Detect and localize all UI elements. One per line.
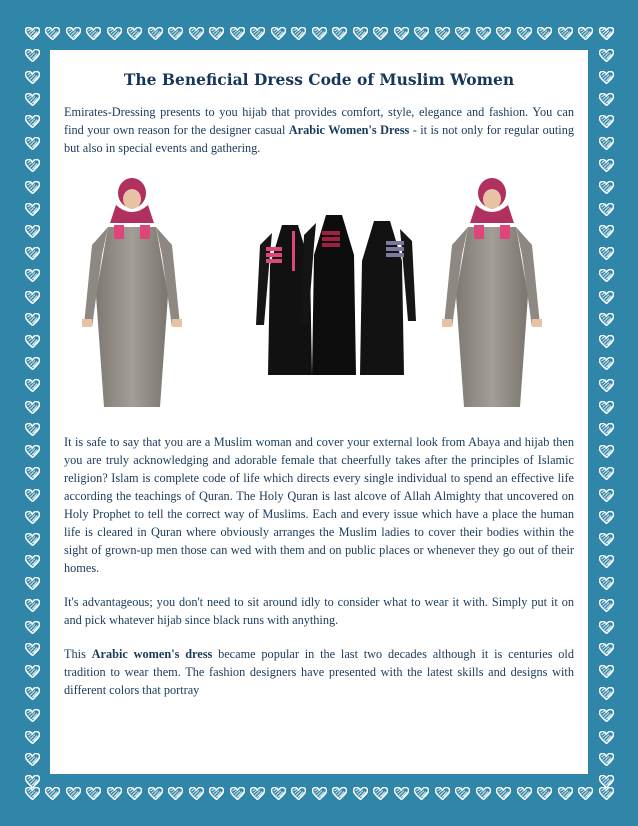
heart-icon (207, 22, 228, 44)
heart-icon (535, 22, 556, 44)
heart-icon (514, 782, 535, 804)
heart-icon (22, 154, 43, 176)
heart-icon (596, 264, 617, 286)
page-title: The Beneficial Dress Code of Muslim Women (123, 70, 515, 89)
popularity-text: This (64, 647, 92, 661)
heart-icon (63, 782, 84, 804)
heart-icon (22, 770, 43, 792)
heart-icon (22, 22, 43, 44)
heart-icon (596, 220, 617, 242)
heart-icon (350, 22, 371, 44)
intro-paragraph (64, 103, 574, 157)
heart-icon (391, 22, 412, 44)
heart-icon (289, 22, 310, 44)
heart-icon (22, 638, 43, 660)
heart-icon (22, 242, 43, 264)
heart-icon (22, 572, 43, 594)
heart-icon (596, 726, 617, 748)
heart-icon (309, 782, 330, 804)
heart-icon (596, 198, 617, 220)
heart-icon (596, 374, 617, 396)
heart-icon (596, 506, 617, 528)
heart-icon (22, 308, 43, 330)
heart-icon (596, 462, 617, 484)
heart-icon (22, 682, 43, 704)
heart-icon (596, 66, 617, 88)
heart-icon (371, 22, 392, 44)
heart-icon (596, 396, 617, 418)
heart-icon (596, 242, 617, 264)
heart-icon (596, 616, 617, 638)
heart-icon (22, 616, 43, 638)
heart-icon (412, 22, 433, 44)
heart-icon (268, 22, 289, 44)
heart-icon (371, 782, 392, 804)
intro-text: Emirates-Dressing presents to you hijab that provides comfort, style, elegance and fashion. You can find your own reason for the designer casual (64, 105, 574, 137)
heart-icon (248, 782, 269, 804)
heart-icon (514, 22, 535, 44)
heart-icon (22, 484, 43, 506)
heart-icon (22, 418, 43, 440)
heart-icon (145, 782, 166, 804)
heart-icon (596, 660, 617, 682)
heart-icon (125, 782, 146, 804)
heart-icon (227, 782, 248, 804)
heart-icon (350, 782, 371, 804)
heart-icon (596, 638, 617, 660)
heart-icon (596, 154, 617, 176)
heart-icon (22, 660, 43, 682)
heart-icon (596, 704, 617, 726)
heart-icon (84, 782, 105, 804)
heart-icon (227, 22, 248, 44)
heart-icon (596, 330, 617, 352)
heart-border-bottom (22, 782, 617, 804)
heart-icon (576, 22, 597, 44)
heart-icon (22, 44, 43, 66)
heart-icon (43, 782, 64, 804)
heart-border-left (22, 22, 43, 792)
model-left-figure (82, 178, 182, 407)
heart-icon (22, 110, 43, 132)
heart-icon (22, 88, 43, 110)
heart-icon (268, 782, 289, 804)
heart-icon (22, 528, 43, 550)
heart-icon (145, 22, 166, 44)
heart-icon (330, 782, 351, 804)
heart-icon (596, 132, 617, 154)
heart-icon (22, 704, 43, 726)
heart-icon (22, 462, 43, 484)
popularity-keyword-link: Arabic women's dress (91, 647, 213, 661)
heart-icon (535, 782, 556, 804)
heart-icon (596, 418, 617, 440)
heart-icon (596, 572, 617, 594)
heart-icon (22, 440, 43, 462)
heart-icon (186, 22, 207, 44)
heart-icon (432, 782, 453, 804)
heart-icon (309, 22, 330, 44)
heart-icon (596, 682, 617, 704)
heart-icon (22, 748, 43, 770)
heart-icon (596, 286, 617, 308)
heart-icon (125, 22, 146, 44)
heart-icon (166, 22, 187, 44)
heart-icon (494, 782, 515, 804)
heart-icon (104, 22, 125, 44)
heart-icon (186, 782, 207, 804)
heart-icon (473, 22, 494, 44)
heart-icon (22, 286, 43, 308)
heart-icon (22, 550, 43, 572)
heart-icon (596, 352, 617, 374)
heart-icon (22, 198, 43, 220)
heart-icon (412, 782, 433, 804)
popularity-text-end: became popular in the last two decades although it is centuries old tradition to wear them. The fashion designers have presented with the latest skills and designs with different colors that portray (64, 647, 574, 697)
heart-icon (391, 782, 412, 804)
heart-icon (453, 782, 474, 804)
heart-icon (596, 528, 617, 550)
heart-icon (596, 440, 617, 462)
heart-icon (596, 484, 617, 506)
heart-icon (473, 782, 494, 804)
heart-icon (596, 550, 617, 572)
heart-icon (22, 374, 43, 396)
heart-icon (596, 88, 617, 110)
heart-icon (22, 132, 43, 154)
abaya-illustration (64, 175, 574, 433)
heart-icon (576, 782, 597, 804)
heart-icon (84, 22, 105, 44)
model-right-figure (442, 178, 542, 407)
black-abayas-group (256, 215, 416, 375)
heart-icon (596, 770, 617, 792)
heart-icon (22, 726, 43, 748)
document-page (50, 50, 588, 774)
heart-icon (555, 22, 576, 44)
heart-icon (22, 352, 43, 374)
heart-icon (22, 506, 43, 528)
heart-icon (596, 594, 617, 616)
heart-icon (596, 22, 617, 44)
heart-icon (596, 44, 617, 66)
heart-icon (166, 782, 187, 804)
intro-text-end: - it is not only for regular outing but also in special events and gathering. (64, 123, 575, 155)
intro-keyword-link: Arabic Women's Dress (288, 123, 410, 137)
heart-icon (22, 594, 43, 616)
heart-icon (22, 396, 43, 418)
paragraph-islam-dress-code: It is safe to say that you are a Muslim woman and cover your external look from Abaya and hijab then you are truly acknowledging and adorable female that cheerfully takes after the principles of Islamic religion? Islam is complete code of life which directs every single individual to spend an effective life according the teachings of Quran. The Holy Quran is last alcove of Allah Almighty that uncovered on Holy Prophet to tell the correct way of Muslims. Each and every issue which have a place the human life is cleared in Quran where obviously arranges the Muslim ladies to cover their bodies within the sight of grown-up men those can wed with them and on public places or whenever they go out of their homes. (64, 435, 574, 575)
heart-border-top (22, 22, 617, 44)
heart-icon (63, 22, 84, 44)
dress-product-image (64, 175, 574, 433)
heart-icon (289, 782, 310, 804)
heart-icon (22, 176, 43, 198)
heart-icon (596, 308, 617, 330)
paragraph-popularity (64, 645, 574, 699)
heart-icon (104, 782, 125, 804)
heart-icon (555, 782, 576, 804)
heart-icon (596, 748, 617, 770)
heart-border-right (596, 22, 617, 792)
heart-icon (22, 330, 43, 352)
heart-icon (43, 22, 64, 44)
heart-icon (248, 22, 269, 44)
heart-icon (22, 220, 43, 242)
heart-icon (330, 22, 351, 44)
heart-icon (596, 176, 617, 198)
heart-icon (22, 66, 43, 88)
paragraph-advantage: It's advantageous; you don't need to sit around idly to consider what to wear it with. Simply put it on and pick whatever hijab since black runs with anything. (64, 595, 574, 627)
heart-icon (432, 22, 453, 44)
heart-icon (453, 22, 474, 44)
heart-icon (22, 264, 43, 286)
heart-icon (494, 22, 515, 44)
heart-icon (207, 782, 228, 804)
heart-icon (596, 110, 617, 132)
